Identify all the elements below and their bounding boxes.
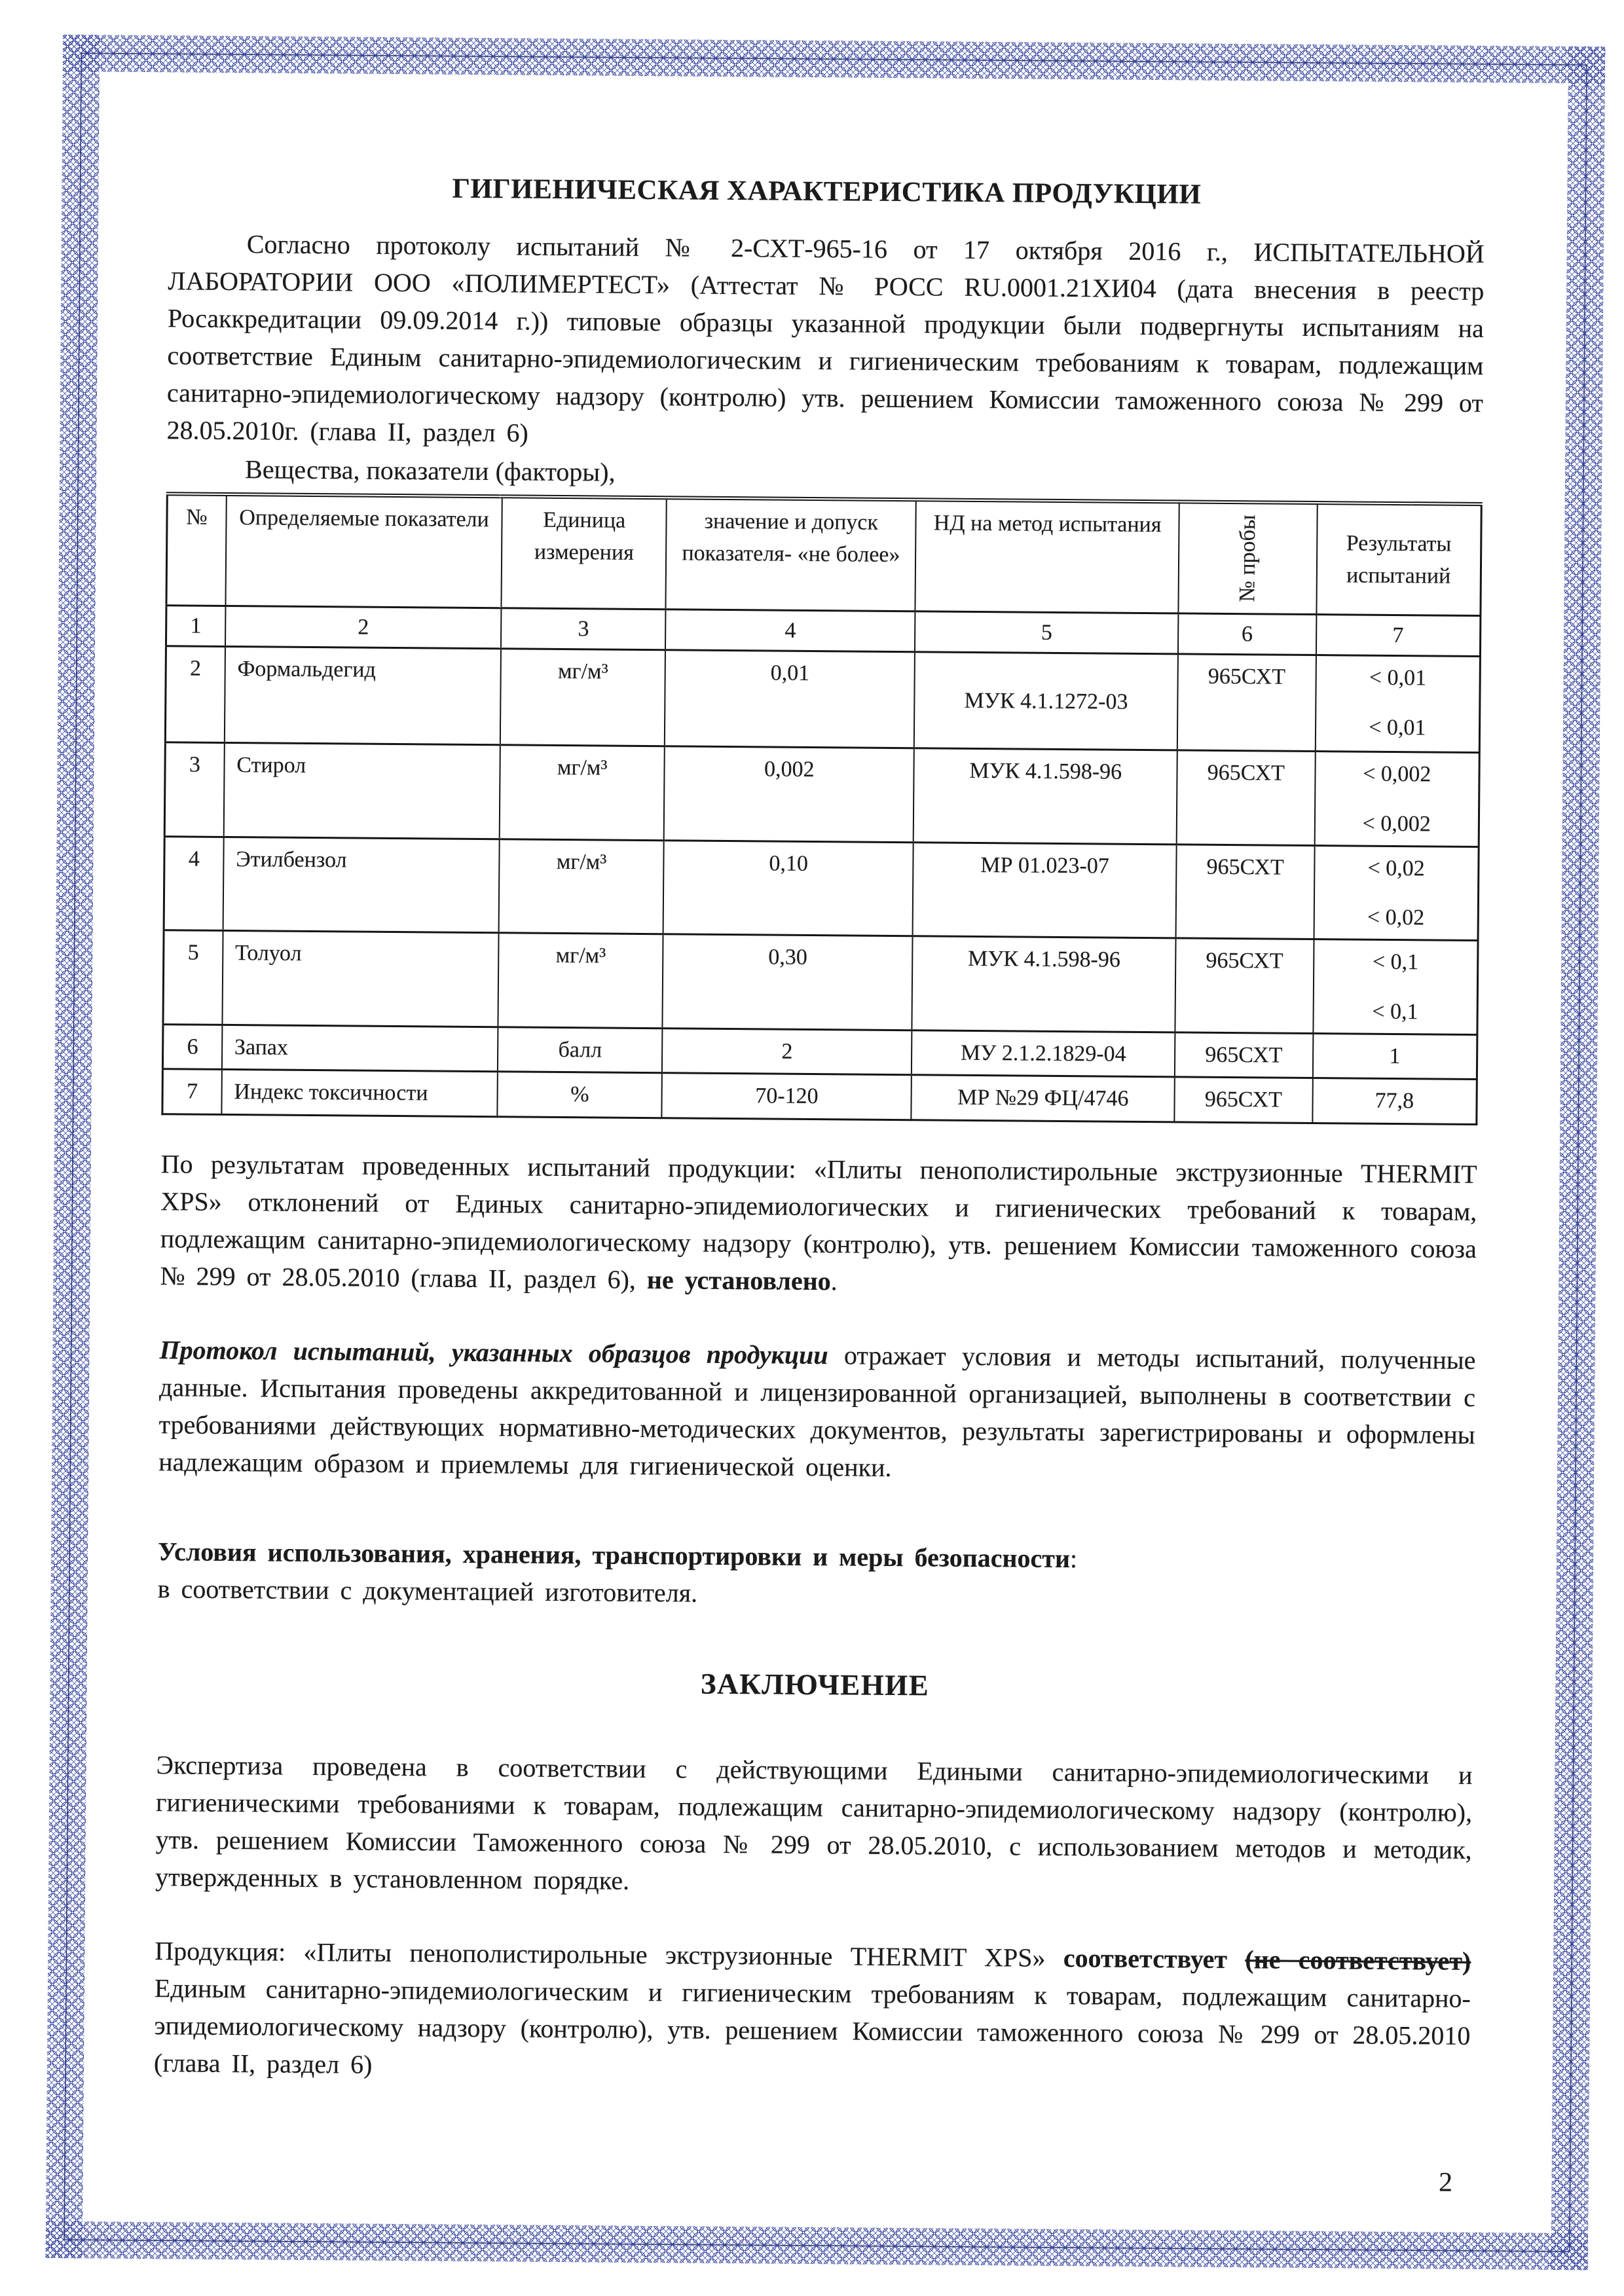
cell-method: МР 01.023-07 (913, 843, 1177, 939)
cell-unit: мг/м³ (500, 745, 665, 841)
column-number: 6 (1178, 613, 1316, 655)
result-value: < 0,1 (1372, 999, 1418, 1025)
cell-num: 5 (163, 930, 223, 1025)
cell-limit: 0,01 (665, 650, 915, 748)
result-value: < 0,01 (1369, 665, 1427, 691)
table-header-row (166, 494, 1481, 615)
cell-unit: мг/м³ (498, 933, 663, 1029)
test-results-table (161, 492, 1482, 1125)
cell-num: 4 (164, 837, 223, 931)
protocol-paragraph: Протокол испытаний, указанных образцов продукции отражает условия и методы испытаний, полученные данные. Испытания проведены аккредитованной и лицензированной организацией, выполнены в соответствии с требованиями действующих нормативно-методических документов, результаты зарегистрированы и оформлены надлежащим образом и приемлемы для гигиенической оценки. (158, 1334, 1476, 1482)
column-number: 1 (166, 606, 225, 647)
intro-paragraph: Согласно протоколу испытаний № 2-СХТ-965-16 от 17 октября 2016 г., ИСПЫТАТЕЛЬНОЙ ЛАБОРАТОРИИ ООО «ПОЛИМЕРТЕСТ» (Аттестат № РОСС RU.0001.21ХИ04 (дата внесения в реестр Росаккредитации 09.09.2014 г.)) типовые образцы указанной продукции были подвергнуты испытаниям на соответствие Единым санитарно-эпидемиологическим и гигиеническим требованиям к товарам, подлежащим санитарно-эпидемиологическому надзору (контролю) утв. решением Комиссии таможенного союза № 299 от 28.05.2010г. (глава II, раздел 6) (166, 229, 1485, 448)
cell-method: МУК 4.1.1272-03 (914, 652, 1178, 750)
column-number: 2 (225, 606, 502, 649)
cell-indicator: Формальдегид (225, 647, 502, 745)
table-row (164, 837, 1479, 941)
table-caption: Вещества, показатели (факторы), (244, 454, 616, 487)
column-header-indicator: Определяемые показатели (225, 494, 502, 608)
cell-unit: % (498, 1072, 662, 1118)
result-value: 1 (1389, 1044, 1401, 1069)
rotated-header-text: № пробы (1235, 515, 1261, 602)
cell-method: МР №29 ФЦ/4746 (912, 1075, 1175, 1121)
cell-method: МУК 4.1.598-96 (912, 936, 1176, 1032)
table-row (162, 1069, 1477, 1124)
cell-limit: 0,10 (663, 841, 913, 937)
document-content (154, 170, 1485, 2091)
cell-unit: балл (498, 1027, 662, 1073)
conclusion-heading: ЗАКЛЮЧЕНИЕ (700, 1667, 930, 1702)
cell-unit: мг/м³ (499, 839, 664, 935)
column-header-sample (1178, 501, 1317, 614)
column-header-num: № (166, 494, 227, 606)
column-number: 4 (665, 610, 915, 652)
cell-results (1313, 939, 1478, 1035)
cell-num: 2 (165, 646, 225, 743)
cell-method: МУК 4.1.598-96 (913, 748, 1177, 845)
cell-limit: 0,002 (664, 746, 914, 843)
result-value: < 0,1 (1372, 950, 1419, 975)
result-value: < 0,02 (1367, 856, 1425, 881)
table-row (163, 930, 1478, 1034)
cell-num: 6 (162, 1025, 222, 1070)
cell-method: МУ 2.1.2.1829-04 (912, 1030, 1175, 1077)
cell-sample: 965СХТ (1177, 750, 1316, 845)
cell-indicator: Стирол (224, 743, 501, 839)
cell-results (1314, 752, 1479, 847)
cell-sample: 965СХТ (1175, 845, 1314, 939)
column-header-limit: значение и допуск показателя- «не более» (666, 498, 917, 611)
cell-sample: 965СХТ (1175, 938, 1314, 1033)
cell-limit: 0,30 (663, 934, 913, 1030)
column-number: 7 (1316, 615, 1481, 657)
results-paragraph: По результатам проведенных испытаний продукции: «Плиты пенополистирольные экструзионные THERMIT XPS» отклонений от Единых санитарно-эпидемиологических и гигиенических требований к товарам, подлежащим санитарно-эпидемиологическому надзору (контролю), утв. решением Комиссии таможенного союза № 299 от 28.05.2010 (глава II, раздел 6), не установлено. (160, 1148, 1477, 1296)
result-value: < 0,01 (1369, 715, 1426, 740)
cell-sample: 965СХТ (1174, 1077, 1312, 1123)
column-header-results: Результаты испытаний (1316, 503, 1481, 615)
cell-results (1315, 655, 1480, 753)
cell-indicator: Индекс токсичности (221, 1070, 498, 1117)
cell-num: 7 (162, 1069, 222, 1114)
cell-results (1314, 845, 1479, 941)
table-row (164, 742, 1479, 847)
conditions-body: в соответствии с документацией изготовителя. (157, 1573, 698, 1608)
result-value: < 0,02 (1367, 905, 1425, 930)
cell-indicator: Этилбензол (223, 837, 500, 933)
page-number: 2 (1438, 2167, 1453, 2198)
cell-limit: 2 (662, 1029, 912, 1075)
column-number: 3 (501, 608, 665, 650)
result-value: 77,8 (1375, 1089, 1414, 1114)
column-header-method: НД на метод испытания (915, 500, 1179, 613)
cell-sample: 965СХТ (1177, 654, 1316, 752)
cell-results (1312, 1078, 1477, 1124)
column-number: 5 (915, 611, 1178, 654)
column-header-unit: Единица измерения (502, 496, 667, 609)
cell-indicator: Толуол (222, 931, 499, 1027)
result-value: < 0,002 (1363, 761, 1431, 787)
table-row (165, 646, 1480, 753)
conditions-heading: Условия использования, хранения, транспортировки и меры безопасности: (157, 1536, 1078, 1573)
page-title: ГИГИЕНИЧЕСКАЯ ХАРАКТЕРИСТИКА ПРОДУКЦИИ (452, 173, 1202, 210)
result-value: < 0,002 (1362, 811, 1431, 836)
cell-unit: мг/м³ (500, 649, 665, 746)
cell-indicator: Запах (222, 1025, 498, 1072)
cell-num: 3 (164, 742, 224, 837)
expertise-paragraph: Экспертиза проведена в соответствии с действующими Едиными санитарно-эпидемиологическими и гигиеническими требованиями к товарам, подлежащим санитарно-эпидемиологическому надзору (контролю), утв. решением Комиссии Таможенного союза № 299 от 28.05.2010, с использованием методов и методик, утвержденных в установленном порядке. (155, 1749, 1473, 1895)
cell-limit: 70-120 (662, 1073, 912, 1120)
cell-sample: 965СХТ (1175, 1032, 1313, 1078)
production-paragraph: Продукция: «Плиты пенополистирольные экструзионные THERMIT XPS» соответствует (не соответствует) Единым санитарно-эпидемиологическим и гигиеническим требованиям к товарам, подлежащим санитарно-эпидемиологическому надзору (контролю), утв. решением Комиссии таможенного союза № 299 от 28.05.2010 (глава II, раздел 6) (153, 1935, 1471, 2079)
cell-results (1312, 1034, 1477, 1080)
